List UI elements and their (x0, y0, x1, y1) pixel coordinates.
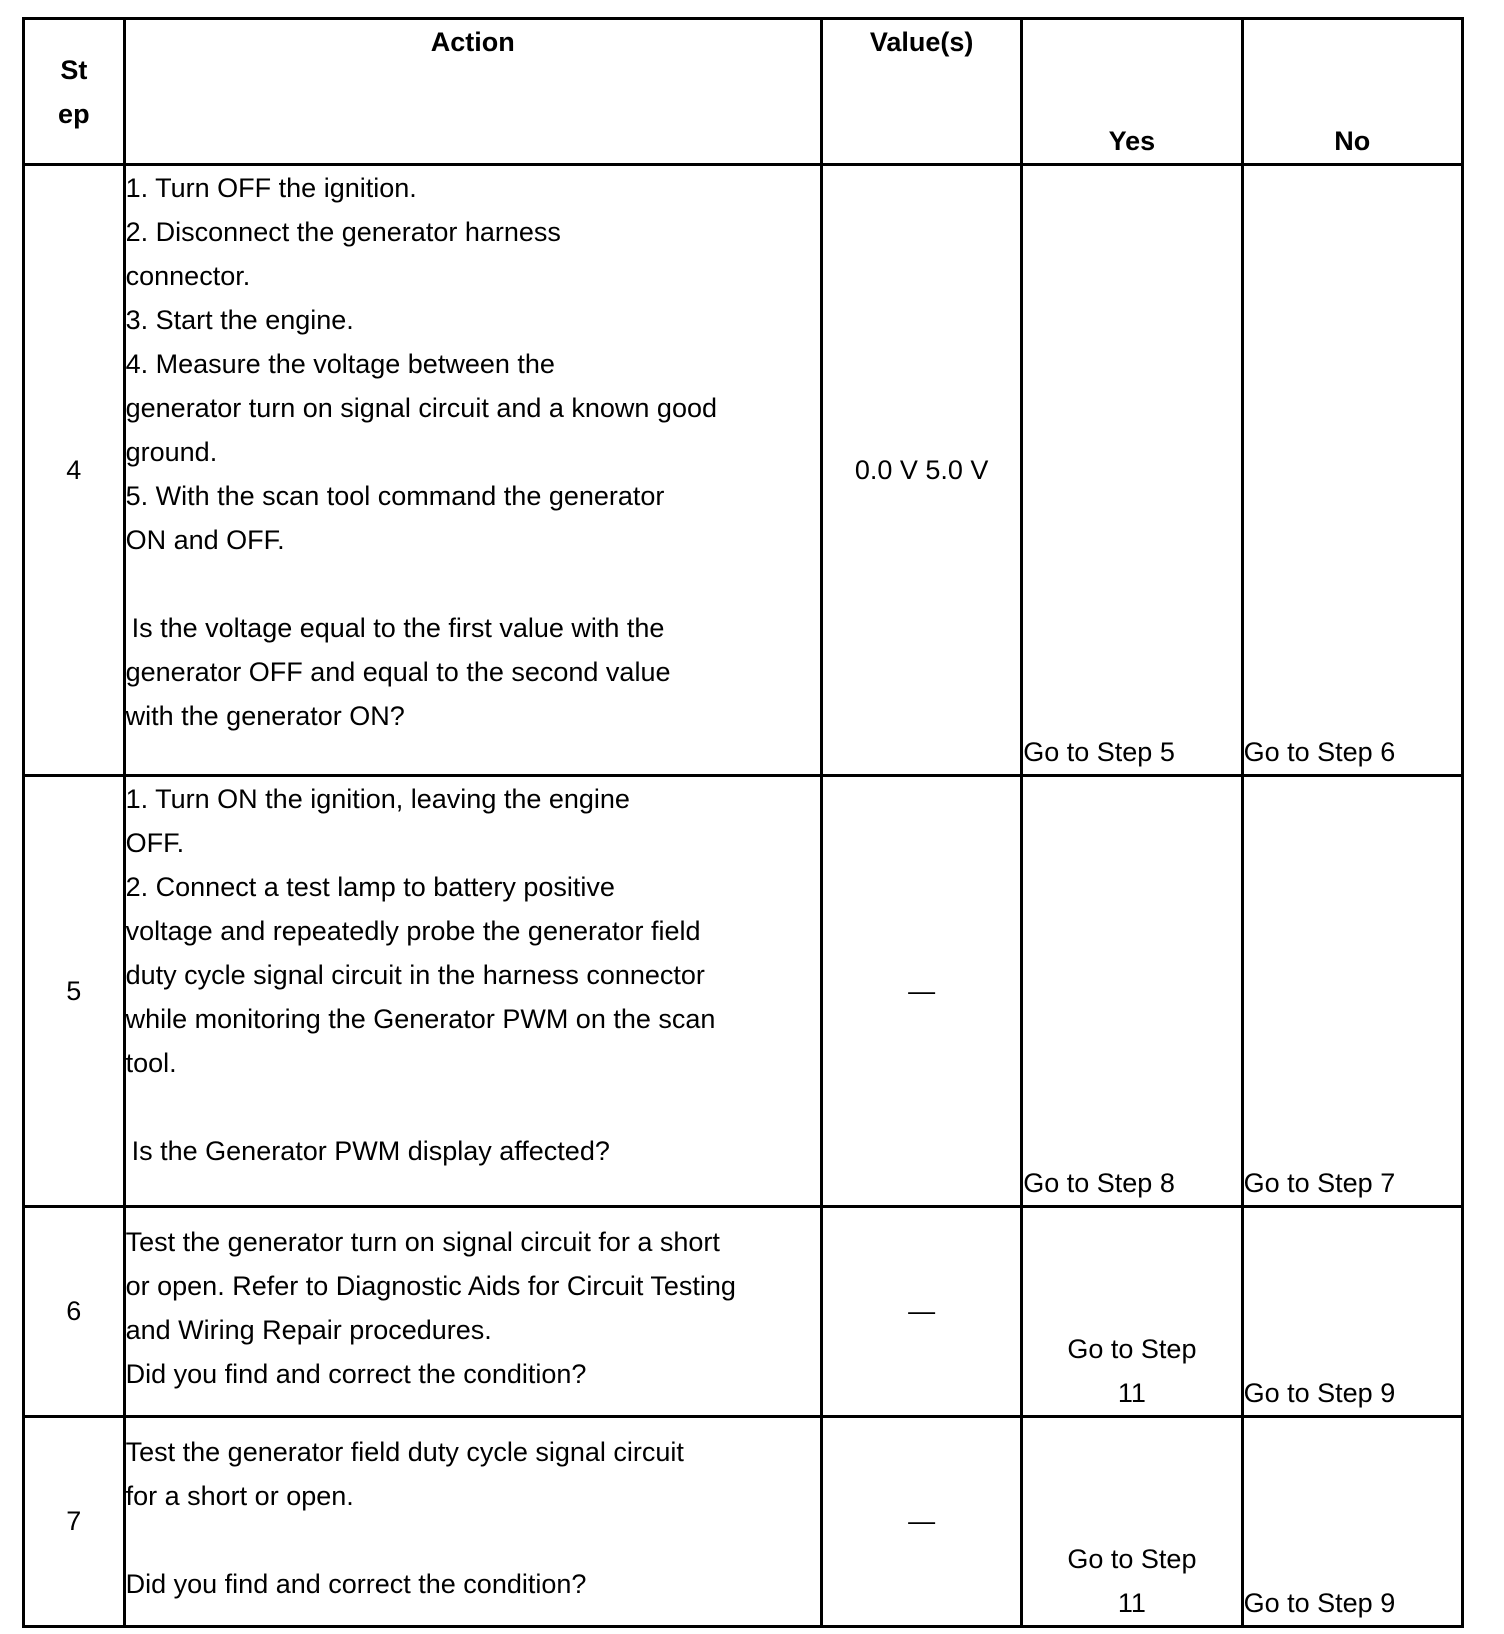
yes-text: 11 (1117, 1588, 1146, 1618)
no-cell: Go to Step 9 (1242, 1206, 1462, 1416)
yes-cell (1022, 165, 1242, 776)
step-number: 6 (24, 1206, 125, 1416)
action-line: 4. Measure the voltage between the (125, 349, 555, 379)
value-cell: — (821, 1416, 1021, 1626)
yes-text: 11 (1117, 1377, 1146, 1408)
action-line: voltage and repeatedly probe the generator field (125, 916, 701, 947)
question-line: Is the Generator PWM display affected? (131, 1136, 610, 1167)
spacer (126, 1085, 820, 1129)
table-row (24, 165, 1463, 776)
action-line: or open. Refer to Diagnostic Aids for Circuit Testing (125, 1270, 736, 1301)
step-header-line-1: St (60, 54, 88, 85)
yes-cell (1022, 1206, 1242, 1416)
values-header: Value(s) (821, 19, 1021, 165)
table-row (24, 1416, 1463, 1626)
action-line: for a short or open. (125, 1480, 354, 1511)
action-cell (124, 776, 821, 1207)
question-line: Did you find and correct the condition? (125, 1568, 587, 1599)
action-line: tool. (125, 1048, 177, 1079)
action-cell (124, 1416, 821, 1626)
action-line: ON and OFF. (125, 525, 285, 555)
action-cell (124, 1206, 821, 1416)
action-line: Test the generator field duty cycle signal circuit (125, 1436, 684, 1467)
no-cell: Go to Step 7 (1242, 776, 1462, 1207)
action-line: 5. With the scan tool command the generator (125, 481, 665, 511)
table-row (24, 1206, 1463, 1416)
no-header: No (1242, 19, 1462, 165)
action-line: generator turn on signal circuit and a known good (125, 393, 718, 423)
action-line: while monitoring the Generator PWM on the scan (125, 1004, 716, 1035)
action-line: 1. Turn OFF the ignition. (125, 173, 417, 203)
action-line: 1. Turn ON the ignition, leaving the engine (125, 784, 630, 815)
action-cell (124, 165, 821, 776)
no-cell: Go to Step 9 (1242, 1416, 1462, 1626)
value-cell: 0.0 V 5.0 V (821, 165, 1021, 776)
header-row (24, 19, 1463, 165)
spacer (126, 1518, 820, 1562)
no-cell: Go to Step 6 (1242, 165, 1462, 776)
yes-cell (1022, 776, 1242, 1207)
action-line: and Wiring Repair procedures. (125, 1314, 492, 1345)
action-line: 2. Connect a test lamp to battery positive (125, 872, 615, 903)
yes-cell (1022, 1416, 1242, 1626)
step-number: 4 (24, 165, 125, 776)
question-line: Is the voltage equal to the first value with the (131, 613, 665, 643)
yes-text: Go to Step 8 (1023, 1167, 1175, 1198)
step-header-line-2: ep (58, 98, 90, 129)
yes-text: Go to Step (1067, 1333, 1197, 1364)
spacer (126, 562, 820, 606)
action-line: Test the generator turn on signal circuit for a short (125, 1226, 720, 1257)
action-line: duty cycle signal circuit in the harness connector (125, 960, 705, 991)
action-line: Did you find and correct the condition? (125, 1358, 587, 1389)
yes-text: Go to Step (1067, 1544, 1197, 1574)
action-line: ground. (125, 437, 218, 467)
value-cell: — (821, 776, 1021, 1207)
action-line: connector. (125, 261, 251, 291)
step-number: 5 (24, 776, 125, 1207)
table-row (24, 776, 1463, 1207)
action-line: 3. Start the engine. (125, 305, 354, 335)
action-line: OFF. (125, 828, 185, 859)
value-cell: — (821, 1206, 1021, 1416)
action-header: Action (124, 19, 821, 165)
diagnostic-table (22, 17, 1464, 1628)
step-header (24, 19, 125, 165)
question-line: with the generator ON? (125, 701, 405, 731)
step-number: 7 (24, 1416, 125, 1626)
question-line: generator OFF and equal to the second value (125, 657, 671, 687)
yes-header: Yes (1022, 19, 1242, 165)
yes-text: Go to Step 5 (1023, 737, 1175, 768)
action-line: 2. Disconnect the generator harness (125, 217, 561, 247)
